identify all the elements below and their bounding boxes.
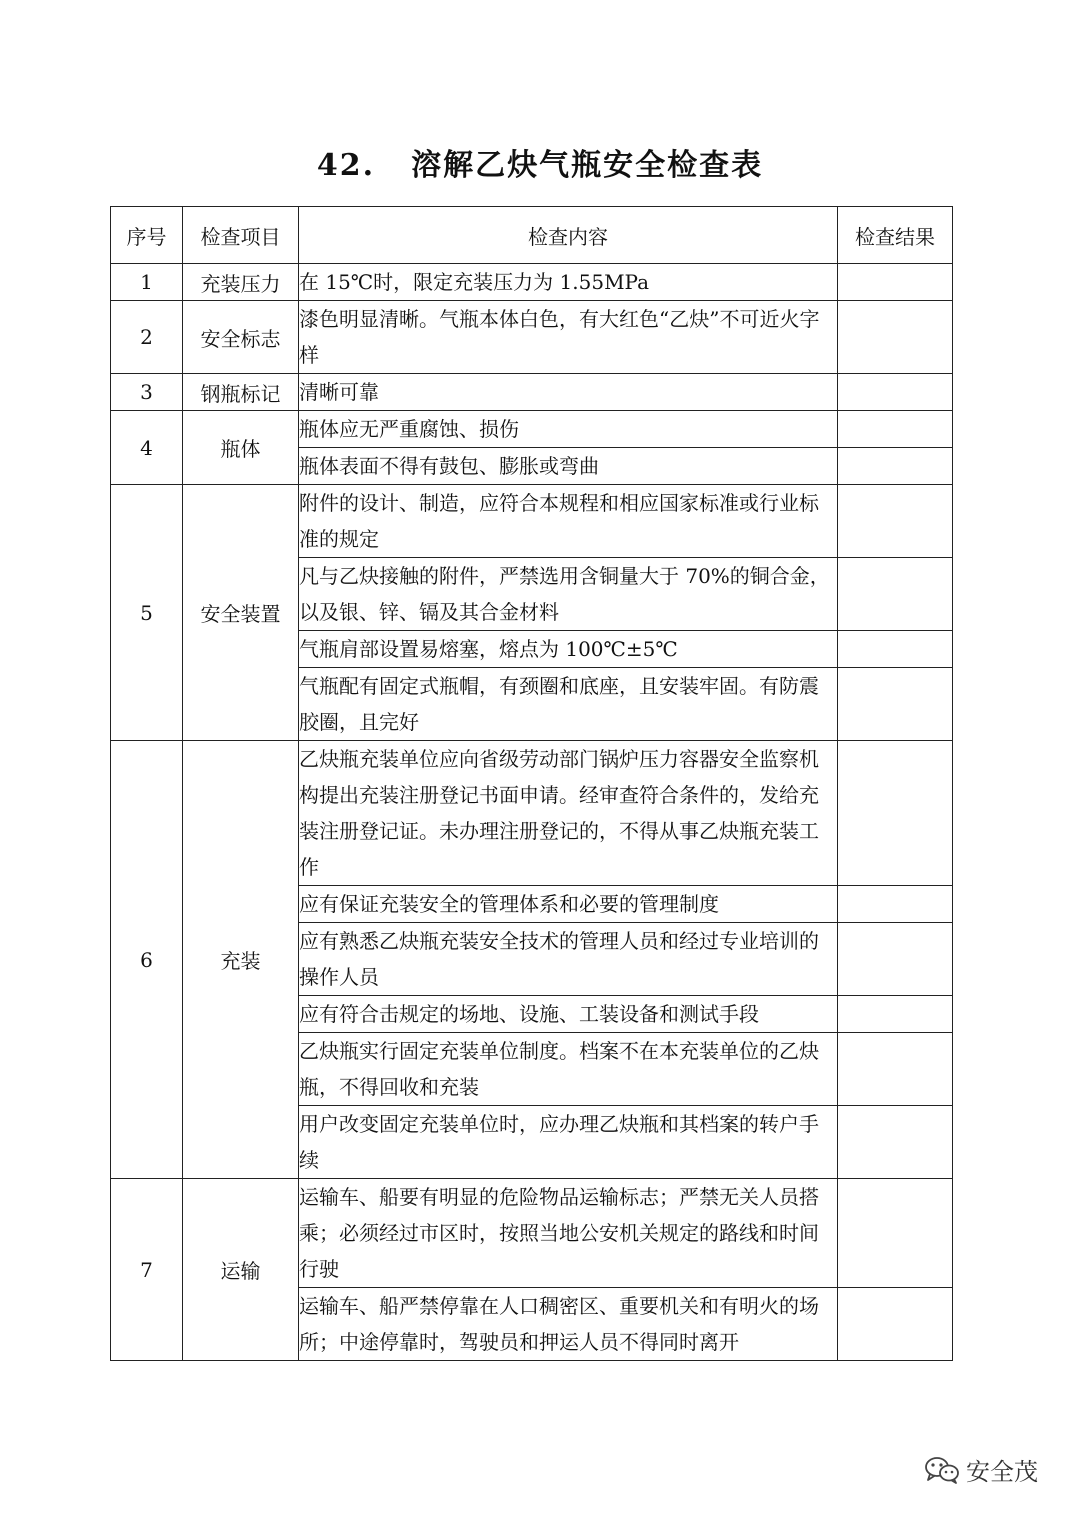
item-cell: 安全装置 [183, 485, 299, 741]
content-cell: 附件的设计、制造，应符合本规程和相应国家标准或行业标准的规定 [299, 485, 838, 558]
table-row [111, 264, 953, 301]
result-cell[interactable] [838, 668, 953, 741]
title-number: 42. [316, 148, 376, 183]
inspection-table [110, 206, 953, 1361]
content-cell: 气瓶肩部设置易熔塞，熔点为 100℃±5℃ [299, 631, 838, 668]
seq-cell: 7 [111, 1179, 183, 1361]
header-item: 检查项目 [183, 207, 299, 264]
table-row [111, 411, 953, 448]
content-cell: 应有熟悉乙炔瓶充装安全技术的管理人员和经过专业培训的操作人员 [299, 923, 838, 996]
result-cell[interactable] [838, 1033, 953, 1106]
content-cell: 凡与乙炔接触的附件，严禁选用含铜量大于 70%的铜合金，以及银、锌、镉及其合金材料 [299, 558, 838, 631]
title-text: 溶解乙炔气瓶安全检查表 [411, 148, 764, 183]
header-content: 检查内容 [299, 207, 838, 264]
item-cell: 充装 [183, 741, 299, 1179]
watermark [924, 1452, 1038, 1487]
seq-cell: 4 [111, 411, 183, 485]
content-cell: 瓶体表面不得有鼓包、膨胀或弯曲 [299, 448, 838, 485]
seq-cell: 1 [111, 264, 183, 301]
seq-cell: 5 [111, 485, 183, 741]
table-row [111, 741, 953, 886]
result-cell[interactable] [838, 264, 953, 301]
table-row [111, 485, 953, 558]
content-cell: 乙炔瓶充装单位应向省级劳动部门锅炉压力容器安全监察机构提出充装注册登记书面申请。经审查符合条件的，发给充装注册登记证。未办理注册登记的，不得从事乙炔瓶充装工作 [299, 741, 838, 886]
table-header-row [111, 207, 953, 264]
watermark-text: 安全茂 [966, 1458, 1038, 1486]
result-cell[interactable] [838, 1106, 953, 1179]
result-cell[interactable] [838, 1288, 953, 1361]
content-cell: 运输车、船严禁停靠在人口稠密区、重要机关和有明火的场所；中途停靠时，驾驶员和押运人员不得同时离开 [299, 1288, 838, 1361]
content-cell: 运输车、船要有明显的危险物品运输标志；严禁无关人员搭乘；必须经过市区时，按照当地公安机关规定的路线和时间行驶 [299, 1179, 838, 1288]
seq-cell: 3 [111, 374, 183, 411]
content-cell: 在 15℃时，限定充装压力为 1.55MPa [299, 264, 838, 301]
result-cell[interactable] [838, 631, 953, 668]
header-seq: 序号 [111, 207, 183, 264]
table-row [111, 301, 953, 374]
item-cell: 安全标志 [183, 301, 299, 374]
content-cell: 漆色明显清晰。气瓶本体白色，有大红色“乙炔”不可近火字样 [299, 301, 838, 374]
header-result: 检查结果 [838, 207, 953, 264]
content-cell: 气瓶配有固定式瓶帽，有颈圈和底座，且安装牢固。有防震胶圈，且完好 [299, 668, 838, 741]
item-cell: 瓶体 [183, 411, 299, 485]
content-cell: 用户改变固定充装单位时，应办理乙炔瓶和其档案的转户手续 [299, 1106, 838, 1179]
wechat-icon [924, 1455, 960, 1485]
table-row [111, 1179, 953, 1288]
result-cell[interactable] [838, 411, 953, 448]
result-cell[interactable] [838, 1179, 953, 1288]
item-cell: 运输 [183, 1179, 299, 1361]
item-cell: 充装压力 [183, 264, 299, 301]
content-cell: 乙炔瓶实行固定充装单位制度。档案不在本充装单位的乙炔瓶，不得回收和充装 [299, 1033, 838, 1106]
result-cell[interactable] [838, 558, 953, 631]
result-cell[interactable] [838, 996, 953, 1033]
content-cell: 应有符合击规定的场地、设施、工装设备和测试手段 [299, 996, 838, 1033]
content-cell: 清晰可靠 [299, 374, 838, 411]
seq-cell: 6 [111, 741, 183, 1179]
result-cell[interactable] [838, 485, 953, 558]
result-cell[interactable] [838, 448, 953, 485]
result-cell[interactable] [838, 374, 953, 411]
content-cell: 瓶体应无严重腐蚀、损伤 [299, 411, 838, 448]
result-cell[interactable] [838, 301, 953, 374]
seq-cell: 2 [111, 301, 183, 374]
result-cell[interactable] [838, 741, 953, 886]
page-title [0, 140, 1080, 184]
content-cell: 应有保证充装安全的管理体系和必要的管理制度 [299, 886, 838, 923]
result-cell[interactable] [838, 923, 953, 996]
table-row [111, 374, 953, 411]
result-cell[interactable] [838, 886, 953, 923]
item-cell: 钢瓶标记 [183, 374, 299, 411]
